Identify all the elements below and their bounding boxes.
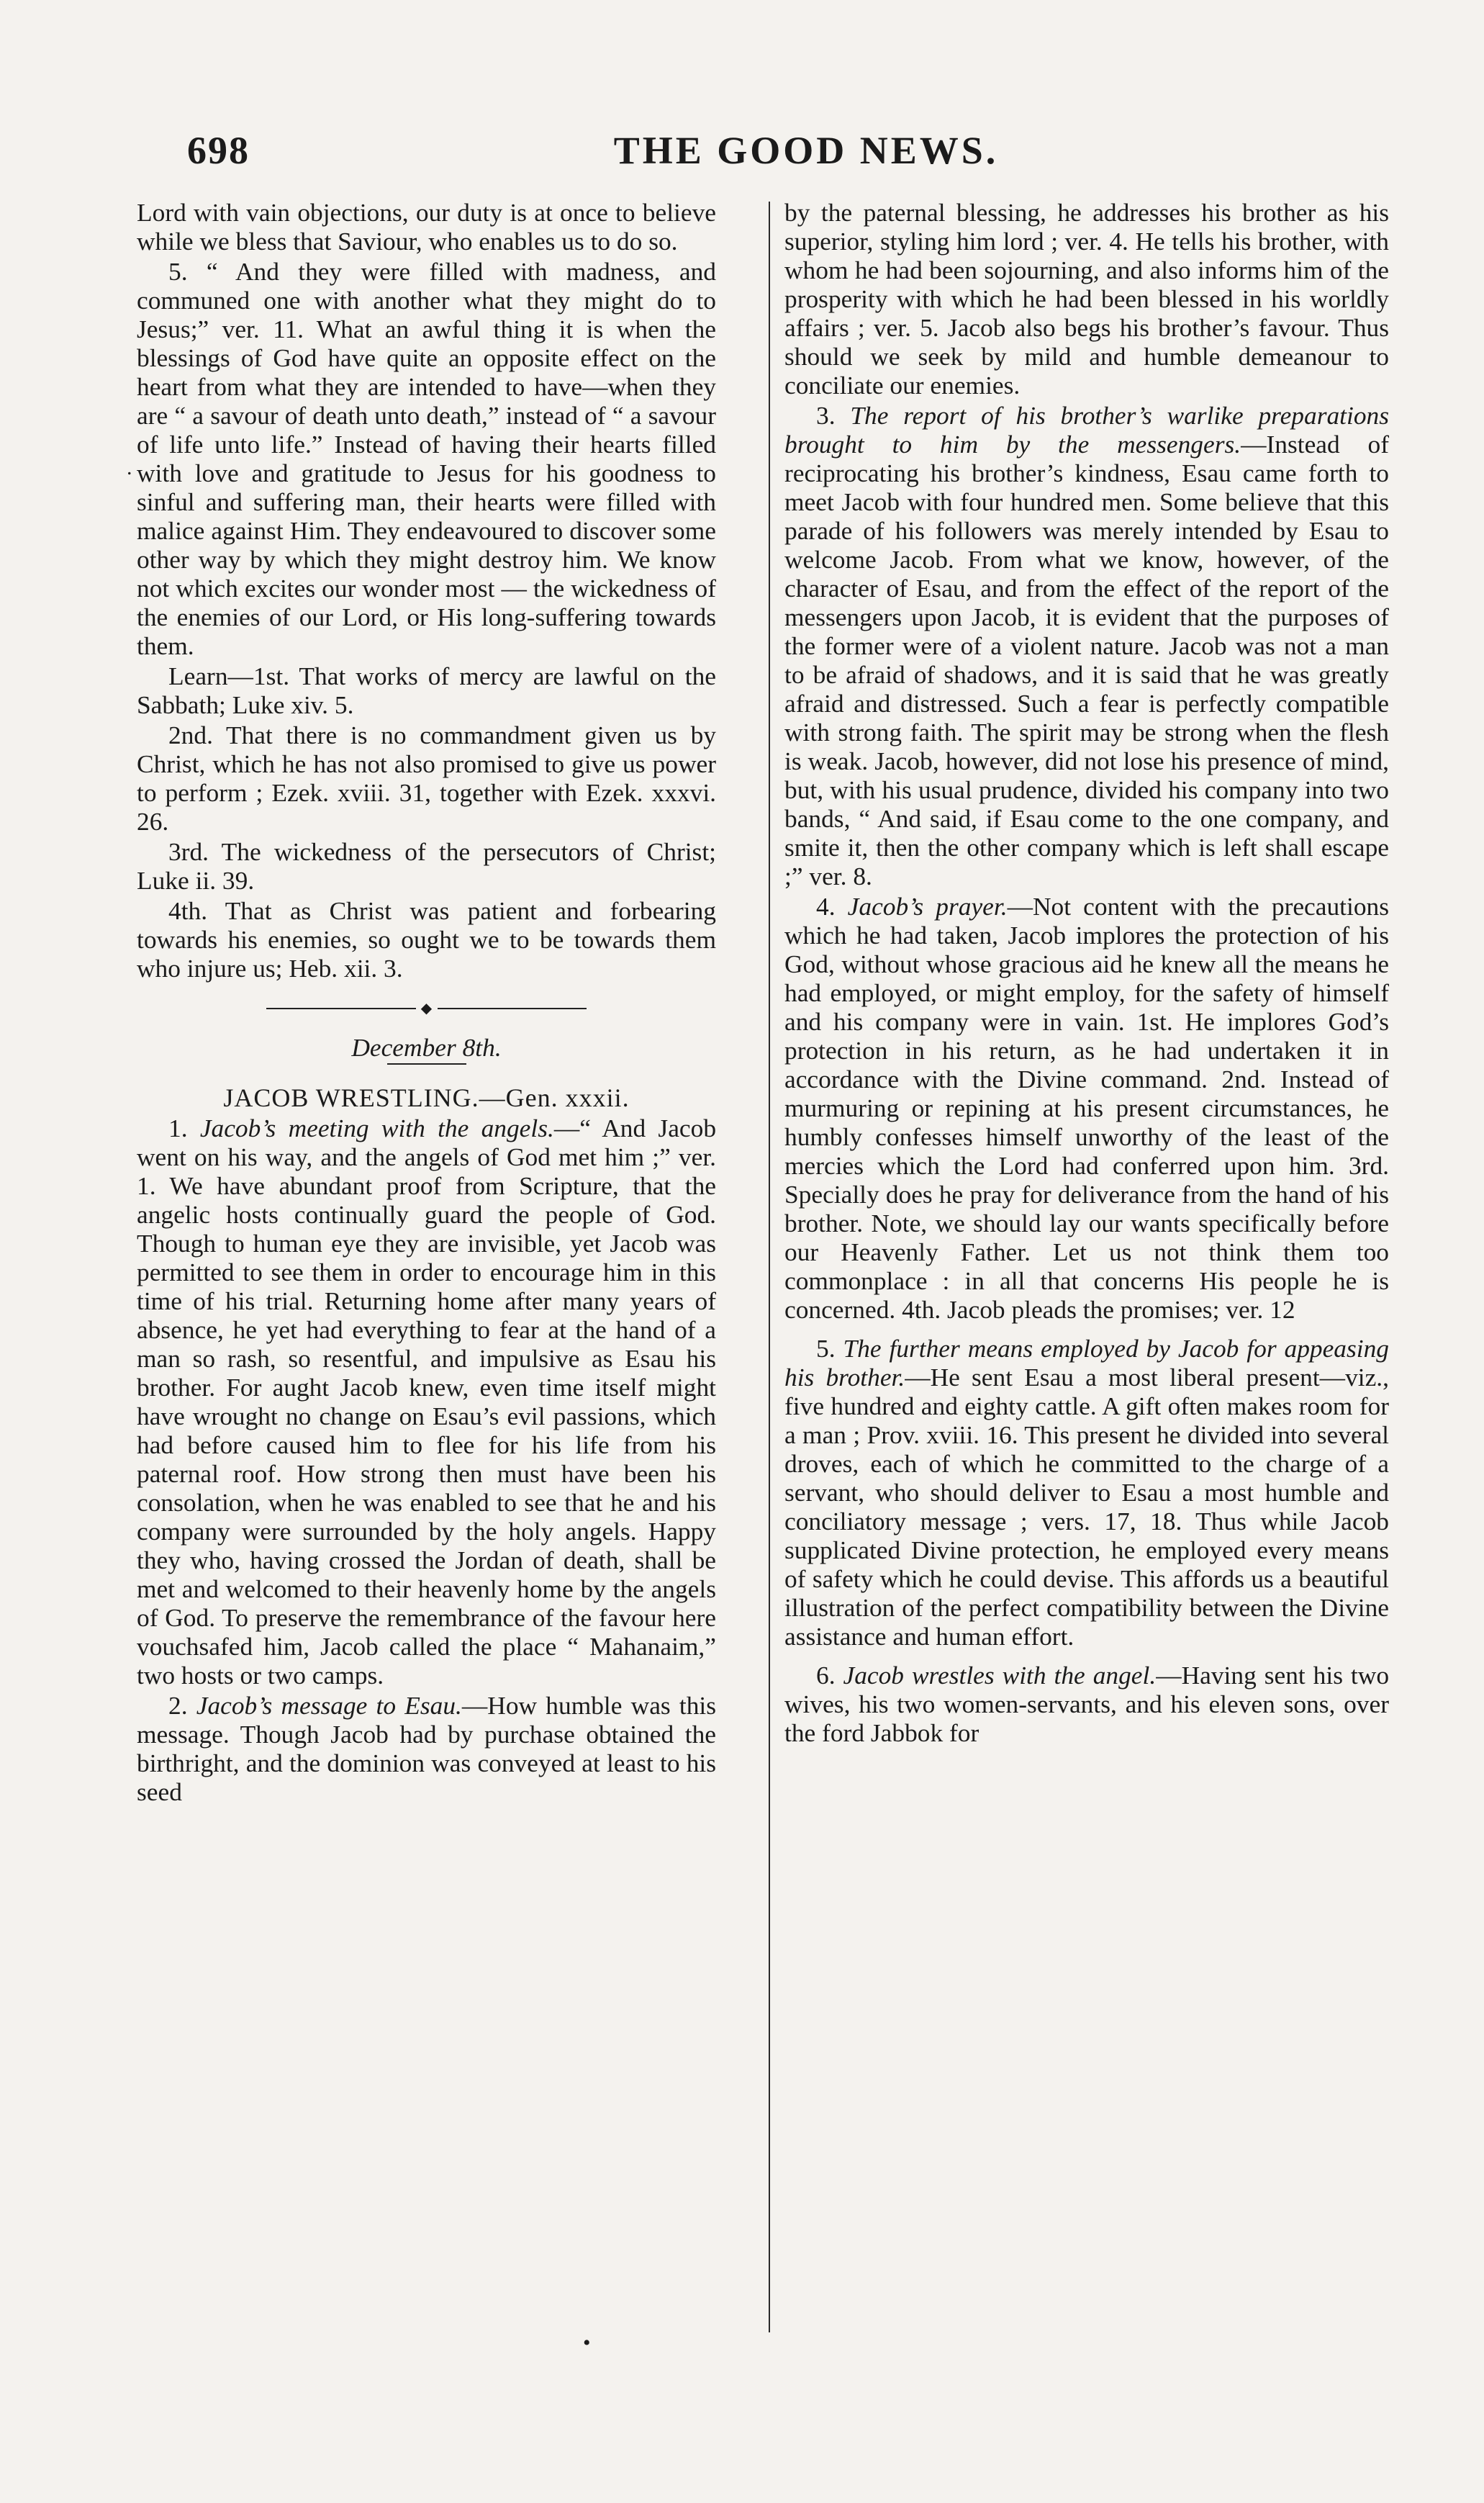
paragraph: 5. “ And they were filled with madness, and communed one with another what they might do to Jesus;” ver. 11. What an awful thing it is when the blessings of God have quite an opposite effect on the heart from what they are intended to have—when they are “ a savour of death unto death,” instead of “ a savour of life unto life.” Instead of having their hearts filled with love and gratitude to Jesus for his goodness to sinful and suffering man, their hearts were filled with malice against Him. They endeavoured to discover some other way by which they might destroy him. We know not which excites our wonder most — the wickedness of the enemies of our Lord, or His long-suffering towards them. bbox=[137, 257, 716, 660]
numbered-paragraph: 5. The further means employed by Jacob for appeasing his brother.—He sent Esau a most liberal present—viz., five hundred and eighty cattle. A gift often makes room for a man ; Prov. xviii. 16. This present he divided into several droves, each of which he committed to the charge of a servant, who should deliver to Esau a most humble and conciliatory message ; vers. 17, 18. Thus while Jacob supplicated Divine protection, he employed every means of safety which he could devise. This affords us a beautiful illustration of the perfect compatibility between the Divine assistance and human effort. bbox=[784, 1334, 1389, 1651]
paragraph-lead: The further means employed by Jacob for appeasing his brother. bbox=[784, 1334, 1389, 1392]
numbered-paragraph: 4. Jacob’s prayer.—Not content with the precautions which he had taken, Jacob implores the protection of his God, without whose gracious aid he knew all the means he had employed, or might employ, for the safety of himself and his company were in vain. 1st. He implores God’s protection in his return, as he had undertaken it in accordance with the Divine command. 2nd. Instead of murmuring or repining at his present circumstances, he humbly confesses himself unworthy of the least of the mercies which the Lord had conferred upon him. 3rd. Specially does he pray for deliverance from the hand of his brother. Note, we should lay our wants specifically before our Heavenly Father. Let us not think them too commonplace : in all that concerns His people he is concerned. 4th. Jacob pleads the promises; ver. 12 bbox=[784, 892, 1390, 1324]
numbered-paragraph: 6. Jacob wrestles with the angel.—Having sent his two wives, his two women-servants, and his eleven sons, over the ford Jabbok for bbox=[784, 1661, 1390, 1747]
section-divider: ◆ bbox=[137, 1001, 716, 1016]
numbered-paragraph: 2. Jacob’s message to Esau.—How humble was this message. Though Jacob had by purchase obtained the birthright, and the dominion was conveyed at least to his seed bbox=[137, 1691, 717, 1806]
paragraph-lead: Jacob’s prayer. bbox=[847, 892, 1008, 921]
paragraph: 2nd. That there is no commandment given us by Christ, which he has not also promised to give us power to perform ; Ezek. xviii. 31, together with Ezek. xxxvi. 26. bbox=[137, 721, 716, 836]
paragraph-lead: Jacob wrestles with the angel. bbox=[843, 1661, 1157, 1690]
paragraph: by the paternal blessing, he addresses his brother as his superior, styling him lord ; ver. 4. He tells his brother, with whom he had been sojourning, and also informs him of the prosperity with which he had been blessed in his worldly affairs ; ver. 5. Jacob also begs his brother’s favour. Thus should we seek by mild and humble demeanour to conciliate our enemies. bbox=[784, 198, 1389, 400]
date-heading: December 8th. bbox=[351, 1033, 502, 1062]
left-column bbox=[137, 198, 716, 1808]
paragraph-lead: Jacob’s message to Esau. bbox=[196, 1691, 462, 1720]
paragraph: 4th. That as Christ was patient and forbearing towards his enemies, so ought we to be towards them who injure us; Heb. xii. 3. bbox=[137, 896, 716, 983]
footer-mark: • bbox=[583, 2331, 591, 2355]
right-column bbox=[784, 198, 1389, 1749]
running-title: THE GOOD NEWS. bbox=[613, 129, 999, 172]
paragraph-lead: The report of his brother’s warlike preparations brought to him by the messengers. bbox=[784, 401, 1389, 459]
section-heading: JACOB WRESTLING.—Gen. xxxii. bbox=[223, 1083, 630, 1112]
paragraph: 3rd. The wickedness of the persecutors of Christ; Luke ii. 39. bbox=[137, 837, 716, 895]
column-rule bbox=[769, 202, 770, 2332]
page-number: 698 bbox=[187, 129, 250, 172]
paragraph: Lord with vain objections, our duty is at once to believe while we bless that Saviour, who enables us to do so. bbox=[137, 198, 716, 256]
margin-dot: . bbox=[127, 456, 132, 479]
short-rule bbox=[387, 1063, 466, 1065]
numbered-paragraph: 3. The report of his brother’s warlike preparations brought to him by the messengers.—Instead of reciprocating his brother’s kindness, Esau came forth to meet Jacob with four hundred men. Some believe that this parade of his followers was merely intended by Esau to welcome Jacob. From what we know, however, of the character of Esau, and from the effect of the report of the messengers upon Jacob, it is evident that the purposes of the former were of a violent nature. Jacob was not a man to be afraid of shadows, and it is said that he was greatly afraid and distressed. Such a fear is perfectly compatible with strong faith. The spirit may be strong when the flesh is weak. Jacob, however, did not lose his presence of mind, but, with his usual prudence, divided his company into two bands, “ And said, if Esau come to the one company, and smite it, then the other company which is left shall escape ;” ver. 8. bbox=[784, 401, 1389, 890]
paragraph-lead: Jacob’s meeting with the angels. bbox=[199, 1114, 554, 1142]
paragraph: Learn—1st. That works of mercy are lawful on the Sabbath; Luke xiv. 5. bbox=[137, 662, 716, 719]
numbered-paragraph: 1. Jacob’s meeting with the angels.—“ And Jacob went on his way, and the angels of God met him ;” ver. 1. We have abundant proof from Scripture, that the angelic hosts continually guard the people of God. Though to human eye they are invisible, yet Jacob was permitted to see them in order to encourage him in this time of his trial. Returning home after many years of absence, he yet had everything to fear at the hand of a man so rash, so resentful, and impulsive as Esau his brother. For aught Jacob knew, even time itself might have wrought no change on Esau’s evil passions, which had before caused him to flee for his life from his paternal roof. How strong then must have been his consolation, when he was enabled to see that he and his company were surrounded by the holy angels. Happy they who, having crossed the Jordan of death, shall be met and welcomed to their heavenly home by the angels of God. To preserve the remembrance of the favour here vouchsafed him, Jacob called the place “ Mahanaim,” two hosts or two camps. bbox=[137, 1114, 717, 1690]
page-header bbox=[187, 128, 1425, 171]
